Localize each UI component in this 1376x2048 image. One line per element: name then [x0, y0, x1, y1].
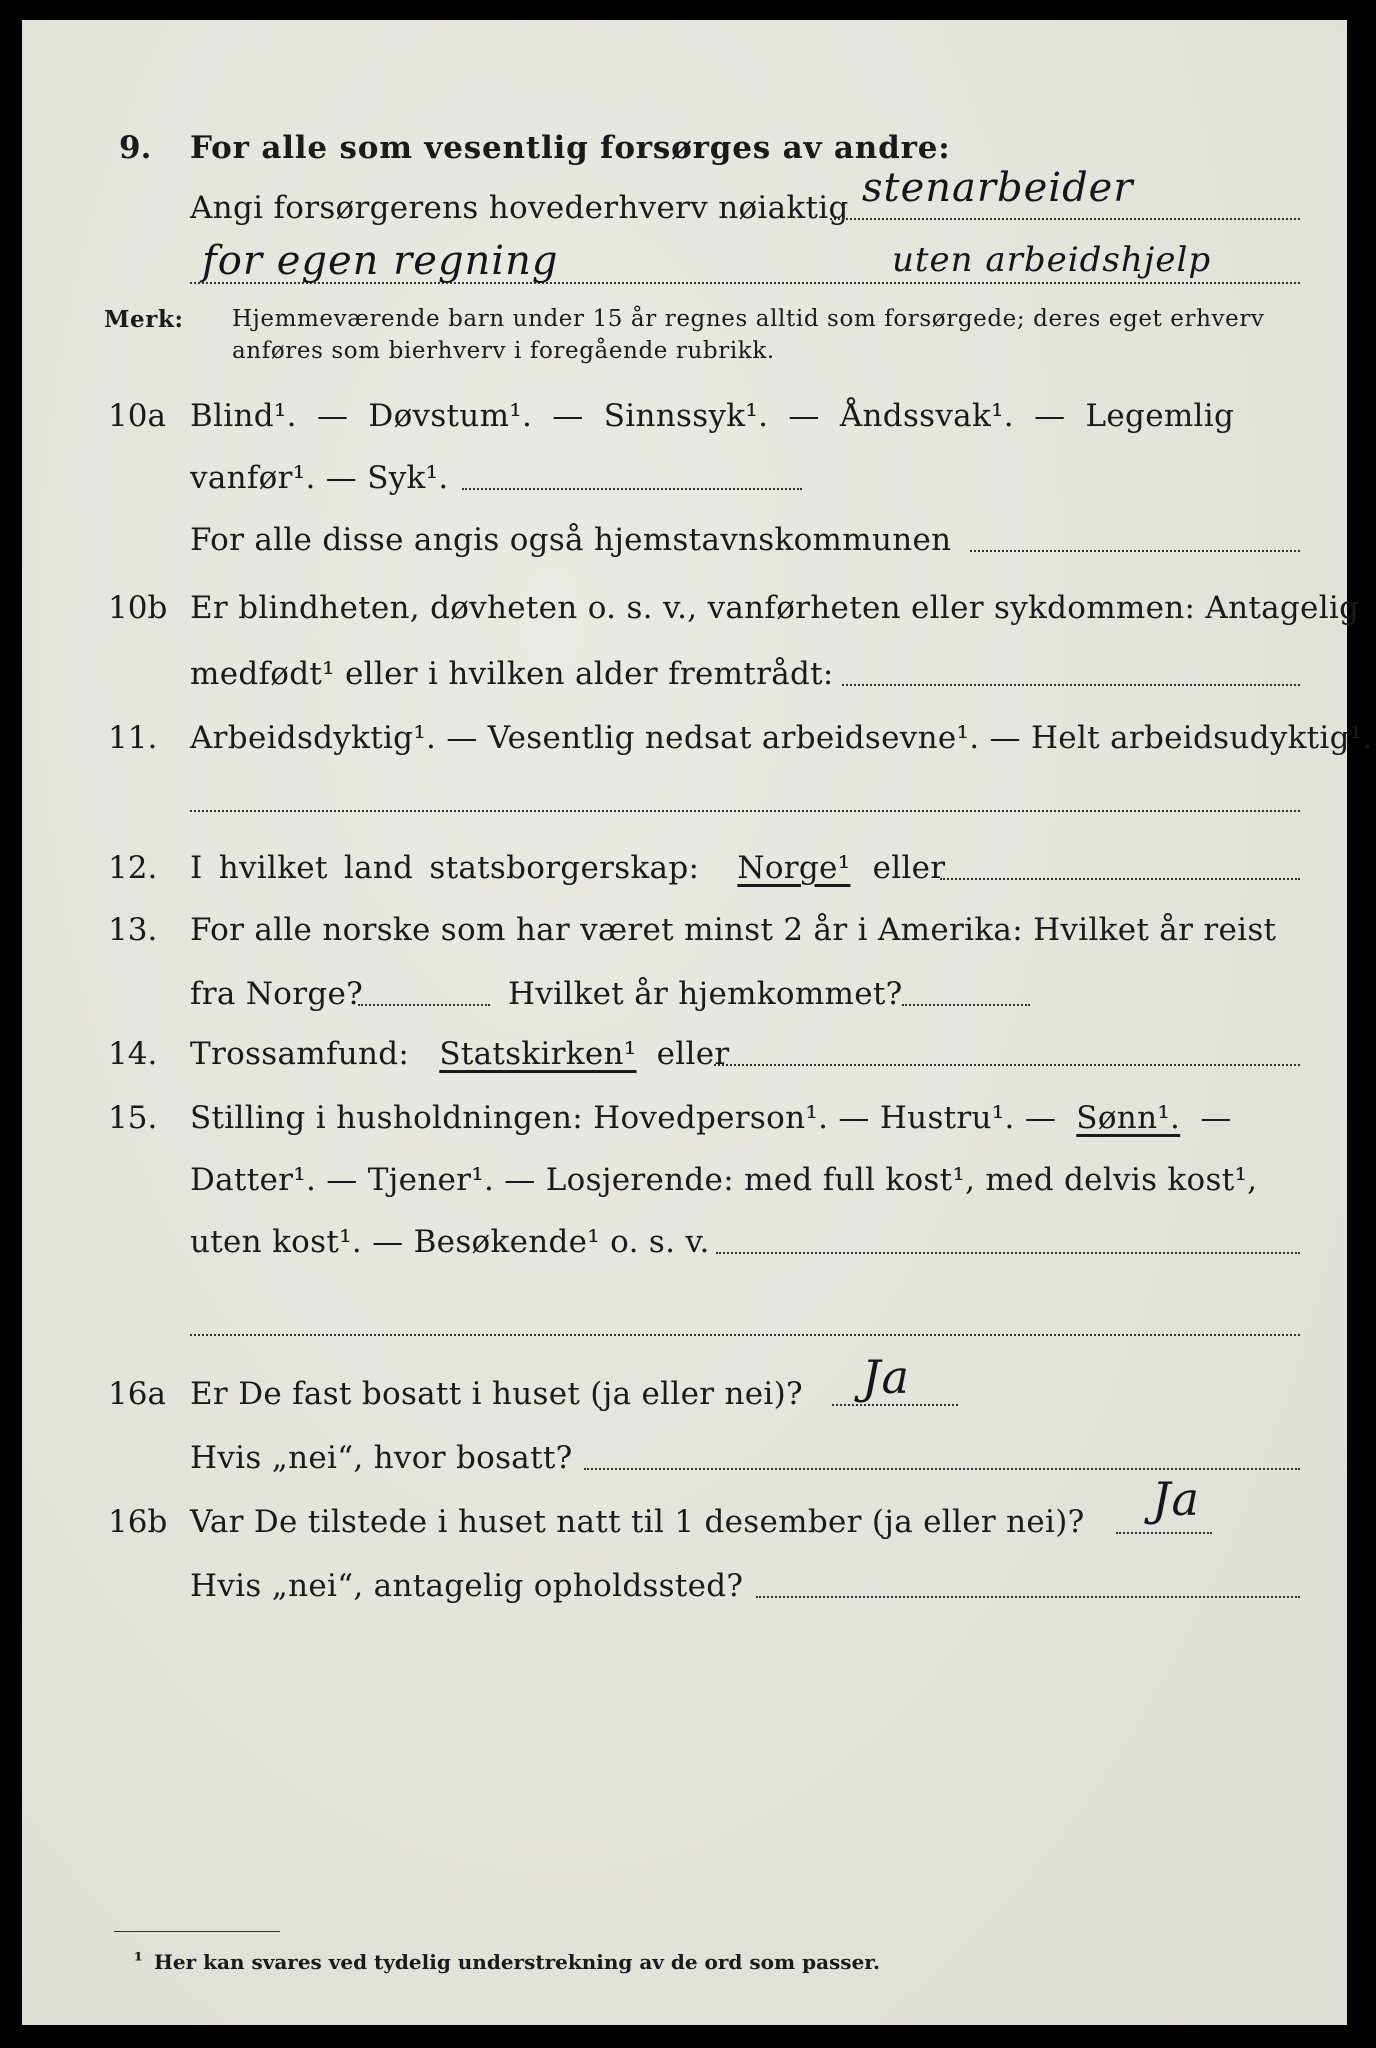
- footnote-mark: ¹: [134, 1948, 143, 1972]
- q10b-number: 10b: [108, 590, 168, 626]
- footnote-text: Her kan svares ved tydelig understrekning av de ord som passer.: [154, 1950, 880, 1974]
- q9-handwritten-occupation: stenarbeider: [862, 165, 1134, 211]
- q9-handwritten-regning: for egen regning: [202, 238, 559, 284]
- q15-line1: [190, 1100, 1232, 1136]
- q15-underlined-sonn: Sønn¹.: [1076, 1100, 1181, 1136]
- q16a-handwritten-answer: Ja: [862, 1350, 910, 1404]
- q15-number: 15.: [108, 1100, 158, 1136]
- q15-line1-text: Stilling i husholdningen: Hovedperson¹. — Hustru¹. —: [190, 1100, 1057, 1136]
- q9-line1: Angi forsørgerens hovederhverv nøiaktig: [190, 190, 849, 226]
- q10a-line1: Blind¹. — Døvstum¹. — Sinnssyk¹. — Åndssvak¹. — Legemlig: [190, 398, 1235, 434]
- q15-line1-dash: —: [1200, 1100, 1232, 1136]
- q16a-bosatt-line: [584, 1468, 1300, 1470]
- q14-answer-line: [714, 1064, 1300, 1066]
- q12-number: 12.: [108, 850, 158, 886]
- q10a-line2: vanfør¹. — Syk¹.: [190, 460, 449, 496]
- q16b-handwritten-answer: Ja: [1152, 1472, 1200, 1526]
- q10b-answer-line: [842, 684, 1300, 686]
- q12-eller: eller: [872, 850, 946, 886]
- q13-line2b: Hvilket år hjemkommet?: [508, 976, 903, 1012]
- q16b-opholdssted-line: [756, 1596, 1300, 1598]
- census-form-page: [22, 20, 1373, 2025]
- q14-eller: eller: [656, 1036, 730, 1072]
- q12-answer-line: [940, 878, 1300, 880]
- q11-answer-line: [190, 810, 1300, 812]
- q14-underlined-statskirken: Statskirken¹: [439, 1036, 637, 1072]
- q13-line2a: fra Norge?: [190, 976, 364, 1012]
- q16b-answer-line: [1116, 1532, 1212, 1534]
- footnote-rule: [114, 1931, 280, 1932]
- q10b-line1: Er blindheten, døvheten o. s. v., vanførheten eller sykdommen: Antagelig: [190, 590, 1360, 626]
- merk-line2: anføres som bierhverv i foregående rubrikk.: [232, 338, 775, 364]
- q13-line1: For alle norske som har været minst 2 år i Amerika: Hvilket år reist: [190, 912, 1277, 948]
- q16a-line2: Hvis „nei“, hvor bosatt?: [190, 1440, 573, 1476]
- merk-label: Merk:: [104, 306, 184, 333]
- q16b-number: 16b: [108, 1504, 168, 1540]
- q10a-number: 10a: [108, 398, 166, 434]
- q14-number: 14.: [108, 1036, 158, 1072]
- q11-line1: Arbeidsdyktig¹. — Vesentlig nedsat arbeidsevne¹. — Helt arbeidsudyktig¹.: [190, 720, 1373, 756]
- q16b-line2: Hvis „nei“, antagelig opholdssted?: [190, 1568, 744, 1604]
- q10a-kommune-line: [970, 550, 1300, 552]
- q14-line: [190, 1036, 730, 1072]
- q9-number: 9.: [119, 130, 152, 166]
- q13-number: 13.: [108, 912, 158, 948]
- merk-line1: Hjemmeværende barn under 15 år regnes alltid som forsørgede; deres eget erhverv: [232, 306, 1265, 332]
- q12-underlined-norge: Norge¹: [737, 850, 851, 886]
- q9-handwritten-arbeidshjelp: uten arbeidshjelp: [892, 240, 1212, 280]
- q10a-syk-line: [462, 488, 802, 490]
- q16a-answer-line: [832, 1404, 958, 1406]
- q16a-number: 16a: [108, 1376, 166, 1412]
- q16a-line1: Er De fast bosatt i huset (ja eller nei)?: [190, 1376, 803, 1412]
- q13-reist-line: [358, 1004, 490, 1006]
- q15-answer-line: [716, 1252, 1300, 1254]
- q15-line3: uten kost¹. — Besøkende¹ o. s. v.: [190, 1224, 710, 1260]
- q16b-line1: Var De tilstede i huset natt til 1 desember (ja eller nei)?: [190, 1504, 1085, 1540]
- q15-extra-line: [190, 1334, 1300, 1336]
- q10a-line3: For alle disse angis også hjemstavnskommunen: [190, 522, 952, 558]
- q15-line2: Datter¹. — Tjener¹. — Losjerende: med full kost¹, med delvis kost¹,: [190, 1162, 1258, 1198]
- q10b-line2: medfødt¹ eller i hvilken alder fremtrådt:: [190, 656, 834, 692]
- q12-prompt: I hvilket land statsborgerskap:: [190, 850, 700, 886]
- q12-line: [190, 850, 945, 886]
- q14-prompt: Trossamfund:: [190, 1036, 410, 1072]
- q9-answer-line-1: [830, 218, 1300, 220]
- q11-number: 11.: [108, 720, 158, 756]
- q13-hjemkommet-line: [902, 1004, 1030, 1006]
- q9-heading: For alle som vesentlig forsørges av andre:: [190, 130, 951, 166]
